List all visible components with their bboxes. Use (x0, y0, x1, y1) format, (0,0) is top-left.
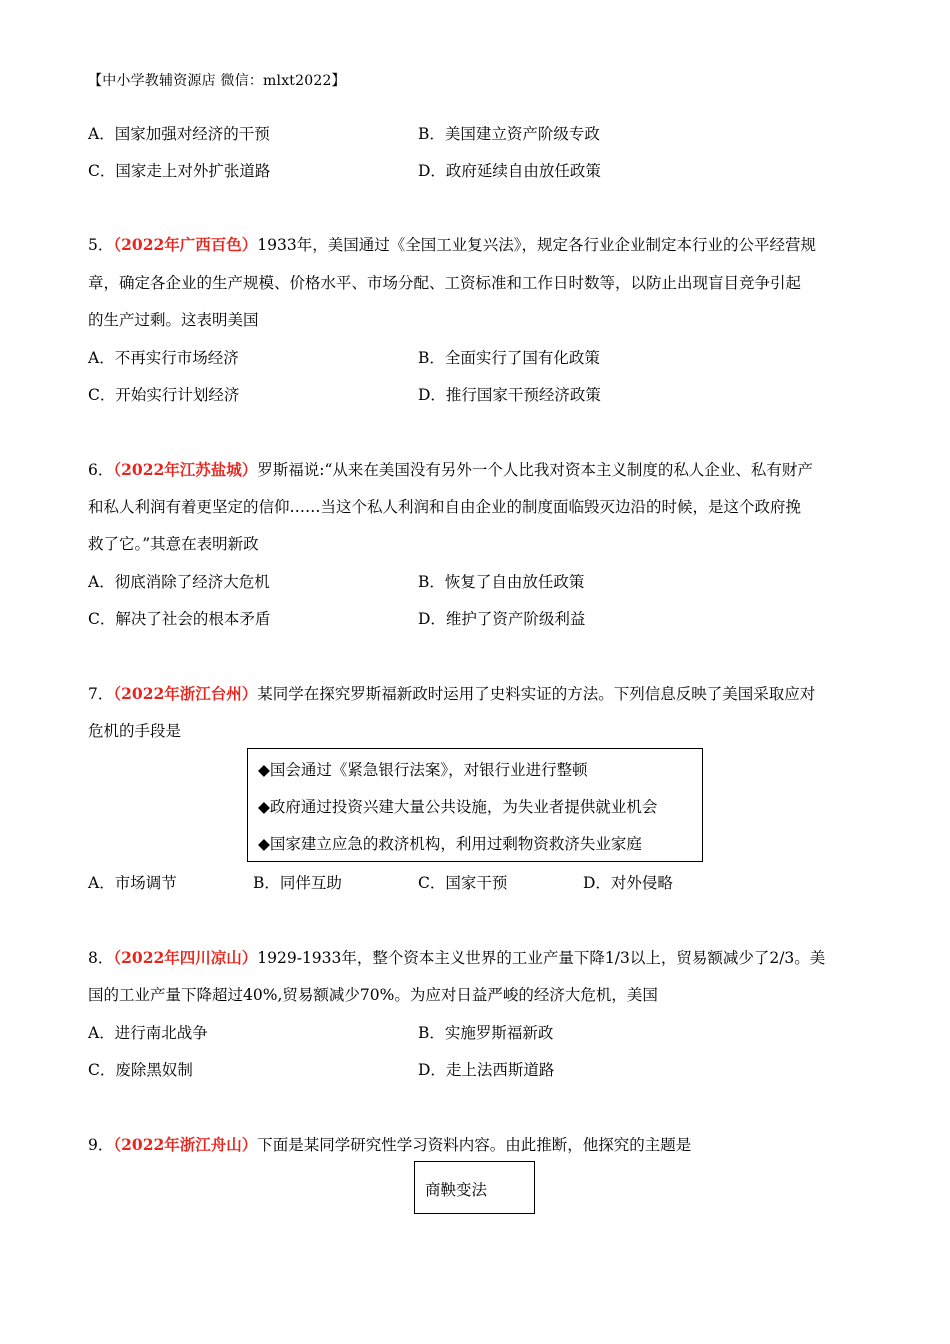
q5-number: 5． (88, 236, 114, 254)
q7-stem-line1 (88, 682, 815, 704)
q6-stem-line2: 和私人利润有着更坚定的信仰……当这个私人利润和自由企业的制度面临毁灭边沿的时候，是这个政府挽 (88, 498, 802, 516)
q5-stem-line2: 章，确定各企业的生产规模、价格水平、市场分配、工资标准和工作日时数等，以防止出现盲目竞争引起 (88, 274, 802, 292)
q5-option-c[interactable]: C．开始实行计划经济 (88, 386, 240, 404)
q7-number: 7． (88, 685, 114, 703)
q7-stem-text: 某同学在探究罗斯福新政时运用了史料实证的方法。下列信息反映了美国采取应对 (257, 685, 816, 703)
q5-stem-line1 (88, 233, 816, 255)
q8-stem-line1 (88, 946, 825, 968)
q5-stem-line3: 的生产过剩。这表明美国 (88, 311, 259, 329)
q7-evidence-item-2: ◆政府通过投资兴建大量公共设施，为失业者提供就业机会 (258, 798, 658, 816)
q7-option-d[interactable]: D．对外侵略 (583, 874, 673, 892)
q7-evidence-item-1: ◆国会通过《紧急银行法案》，对银行业进行整顿 (258, 761, 588, 779)
q6-option-a[interactable]: A．彻底消除了经济大危机 (88, 573, 270, 591)
q4-option-b[interactable]: B．美国建立资产阶级专政 (418, 125, 600, 143)
q8-option-a[interactable]: A．进行南北战争 (88, 1024, 208, 1042)
q8-stem-text: 1929-1933年，整个资本主义世界的工业产量下降1/3以上，贸易额减少了2/3。美 (257, 949, 826, 967)
q6-stem-line3: 救了它。”其意在表明新政 (88, 535, 259, 553)
q7-option-c[interactable]: C．国家干预 (418, 874, 508, 892)
q6-stem-line1 (88, 458, 813, 480)
q5-stem-text: 1933年，美国通过《全国工业复兴法》，规定各行业企业制定本行业的公平经营规 (257, 236, 816, 254)
q9-stem-text: 下面是某同学研究性学习资料内容。由此推断，他探究的主题是 (257, 1136, 692, 1154)
q9-stem-line1 (88, 1133, 691, 1155)
q7-option-a[interactable]: A．市场调节 (88, 874, 177, 892)
q4-option-c[interactable]: C．国家走上对外扩张道路 (88, 162, 271, 180)
q7-source: （2022年浙江台州） (113, 684, 258, 703)
q4-option-d[interactable]: D．政府延续自由放任政策 (418, 162, 601, 180)
q7-stem-line2: 危机的手段是 (88, 722, 182, 740)
q8-source: （2022年四川凉山） (113, 948, 258, 967)
q6-source: （2022年江苏盐城） (113, 460, 258, 479)
q9-number: 9． (88, 1136, 114, 1154)
q7-evidence-item-3: ◆国家建立应急的救济机构，利用过剩物资救济失业家庭 (258, 835, 642, 853)
q8-option-d[interactable]: D．走上法西斯道路 (418, 1061, 555, 1079)
q8-stem-line2: 国的工业产量下降超过40%,贸易额减少70%。为应对日益严峻的经济大危机，美国 (88, 986, 658, 1004)
q6-option-b[interactable]: B．恢复了自由放任政策 (418, 573, 585, 591)
q4-option-a[interactable]: A．国家加强对经济的干预 (88, 125, 270, 143)
q8-number: 8． (88, 949, 114, 967)
q5-source: （2022年广西百色） (113, 235, 258, 254)
q6-stem-text: 罗斯福说:“从来在美国没有另外一个人比我对资本主义制度的私人企业、私有财产 (257, 461, 813, 479)
q9-topic-box (414, 1161, 535, 1214)
q7-option-b[interactable]: B．同伴互助 (253, 874, 342, 892)
q5-option-b[interactable]: B．全面实行了国有化政策 (418, 349, 600, 367)
q6-number: 6． (88, 461, 114, 479)
q5-option-a[interactable]: A．不再实行市场经济 (88, 349, 239, 367)
q8-option-c[interactable]: C．废除黑奴制 (88, 1061, 193, 1079)
q6-option-c[interactable]: C．解决了社会的根本矛盾 (88, 610, 271, 628)
page-header: 【中小学教辅资源店 微信：mlxt2022】 (88, 73, 346, 89)
q9-topic-text: 商鞅变法 (425, 1181, 488, 1199)
q9-source: （2022年浙江舟山） (113, 1135, 258, 1154)
q6-option-d[interactable]: D．维护了资产阶级利益 (418, 610, 586, 628)
q8-option-b[interactable]: B．实施罗斯福新政 (418, 1024, 554, 1042)
q5-option-d[interactable]: D．推行国家干预经济政策 (418, 386, 601, 404)
q7-evidence-box (247, 748, 703, 862)
